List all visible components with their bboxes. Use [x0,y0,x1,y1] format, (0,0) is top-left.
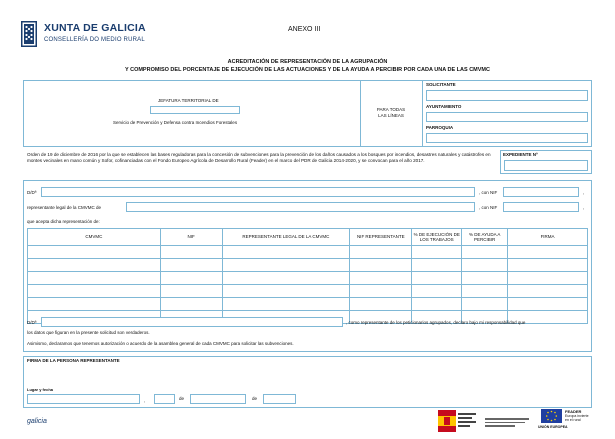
cell[interactable] [222,246,350,259]
orden-text: Orden de 19 de diciembre de 2016 por la que se establecen las bases reguladoras para la concesión de subvenciones para la prevención de los daños causados a los bosques por incendios, desastres naturales y catástrofes en montes vecinales en mano común y Sofor, cofinanciadas con el Fondo Europeo Agrícola de Desarrollo Rural (Feader) en el marco del PDR de Galicia 2014-2020, y se convocan para el año 2017. [27,152,491,164]
declarant-name-input[interactable] [41,317,343,327]
cell[interactable] [160,259,222,272]
cell[interactable] [508,259,588,272]
lugar-fecha-label: Lugar y fecha [27,387,54,392]
datos-verdaderos-text: los datos que figuran en la presente solicitud son verdaderos. [27,330,150,335]
jefatura-input[interactable] [150,106,240,114]
cell[interactable] [350,298,412,311]
expediente-input[interactable] [504,160,588,171]
col-firma: FIRMA [508,229,588,246]
do-name-input[interactable] [41,187,475,197]
feader-sub-2: en el rural [565,418,581,422]
asimismo-text: Asimismo, declaramos que tenemos autorización o acuerdo de la asamblea general de cada CMVMC para solicitar las subvenciones. [27,341,294,346]
annex-label: ANEXO III [288,26,321,33]
col-representante-legal: REPRESENTANTE LEGAL DE LA CMVMC [222,229,350,246]
cell[interactable] [160,298,222,311]
servicio-label: Servicio de Prevención y Defensa contra Incendios Forestales [113,120,238,125]
do-label-1: D/Dª [27,190,37,195]
cell[interactable] [508,298,588,311]
doc-title-line1: ACREDITACIÓN DE REPRESENTACIÓN DE LA AGRUPACIÓN [227,59,388,65]
cell[interactable] [412,298,462,311]
ministry-text-block [458,413,480,429]
table-row [28,259,588,272]
ministry-text-block-2 [485,418,531,428]
month-input[interactable] [190,394,246,404]
doc-title-line2: Y COMPROMISO DEL PORCENTAJE DE EJECUCIÓN DE LAS ACTUACIONES Y DE LA AYUDA A PERCIBIR POR CADA UNA DE LAS CMVMC [125,67,490,73]
day-input[interactable] [154,394,175,404]
cell[interactable] [222,285,350,298]
lineas-label: LAS LÍNEAS [378,113,404,118]
solicitante-input[interactable] [426,90,588,101]
cell[interactable] [462,246,508,259]
cell[interactable] [28,298,161,311]
ue-label: UNIÓN EUROPEA [538,425,568,429]
spain-shield-icon [438,410,456,432]
cell[interactable] [508,272,588,285]
parroquia-input[interactable] [426,133,588,143]
rep-legal-label: representante legal de la CMVMC de [27,205,102,210]
con-nif-label-2: , con NIF [479,205,498,210]
ayuntamiento-input[interactable] [426,112,588,122]
galicia-shield-icon [21,21,37,47]
cell[interactable] [28,272,161,285]
acepta-label: que acepta dicha representación de: [27,219,100,224]
do-nif-input[interactable] [503,187,579,197]
cell[interactable] [160,246,222,259]
cell[interactable] [160,272,222,285]
cell[interactable] [350,272,412,285]
ayuntamiento-label: AYUNTAMIENTO [426,104,462,109]
feader-label: FEADER [565,409,582,414]
solicitante-label: SOLICITANTE [426,82,456,87]
para-todas-label: PARA TODAS [376,107,406,112]
de-label-1: de [179,396,185,401]
cmvmc-table [27,228,588,324]
year-input[interactable] [263,394,296,404]
cell[interactable] [462,259,508,272]
col-cmvmc: CMVMC [28,229,161,246]
cell[interactable] [222,272,350,285]
expediente-label: EXPEDIENTE Nº [503,152,538,157]
col-nif-representante: NIF REPRESENTANTE [350,229,412,246]
eu-flag-icon [541,409,562,423]
org-subtitle: CONSELLERÍA DO MEDIO RURAL [44,37,145,43]
col-pct-ayuda: % DE AYUDA A PERCIBIR [462,229,508,246]
con-nif-label-1: , con NIF [479,190,498,195]
cell[interactable] [222,298,350,311]
cell[interactable] [28,246,161,259]
cell[interactable] [462,272,508,285]
table-row [28,272,588,285]
cell[interactable] [462,285,508,298]
lugar-comma: , [144,398,146,403]
cell[interactable] [160,285,222,298]
cell[interactable] [412,272,462,285]
table-row [28,246,588,259]
como-representante-text: , como representante de los peticionarios agrupados, declaro bajo mi responsabilidad que [346,320,526,325]
cell[interactable] [350,259,412,272]
comma-1: , [583,190,585,195]
cell[interactable] [412,285,462,298]
feader-sub-1: Europa invierte [565,414,589,418]
comma-2: , [583,205,585,210]
signature-title: FIRMA DE LA PERSONA REPRESENTANTE [27,358,120,363]
cell[interactable] [28,285,161,298]
col-nif: NIF [160,229,222,246]
cell[interactable] [412,246,462,259]
cell[interactable] [508,246,588,259]
info-divider-2 [422,80,423,147]
parroquia-label: PARROQUIA [426,125,454,130]
cell[interactable] [28,259,161,272]
cell[interactable] [412,259,462,272]
table-row [28,298,588,311]
cmvmc-nif-input[interactable] [503,202,579,212]
cmvmc-name-input[interactable] [126,202,475,212]
eu-flag [541,409,562,423]
cell[interactable] [350,285,412,298]
table-row [28,285,588,298]
cell[interactable] [462,298,508,311]
footer-galicia-logo: galicia [27,418,47,425]
org-name: XUNTA DE GALICIA [44,22,146,34]
do-label-2: D/Dª [27,320,37,325]
xunta-logo [21,21,37,47]
cell[interactable] [222,259,350,272]
de-label-2: de [252,396,258,401]
table-header-row [28,229,588,246]
jefatura-label: JEFATURA TERRITORIAL DE [158,98,219,103]
cell[interactable] [350,246,412,259]
col-pct-ejecucion: % DE EJECUCIÓN DE LOS TRABAJOS [412,229,462,246]
spain-gov-logo [438,410,456,432]
lugar-input[interactable] [27,394,140,404]
cell[interactable] [508,285,588,298]
